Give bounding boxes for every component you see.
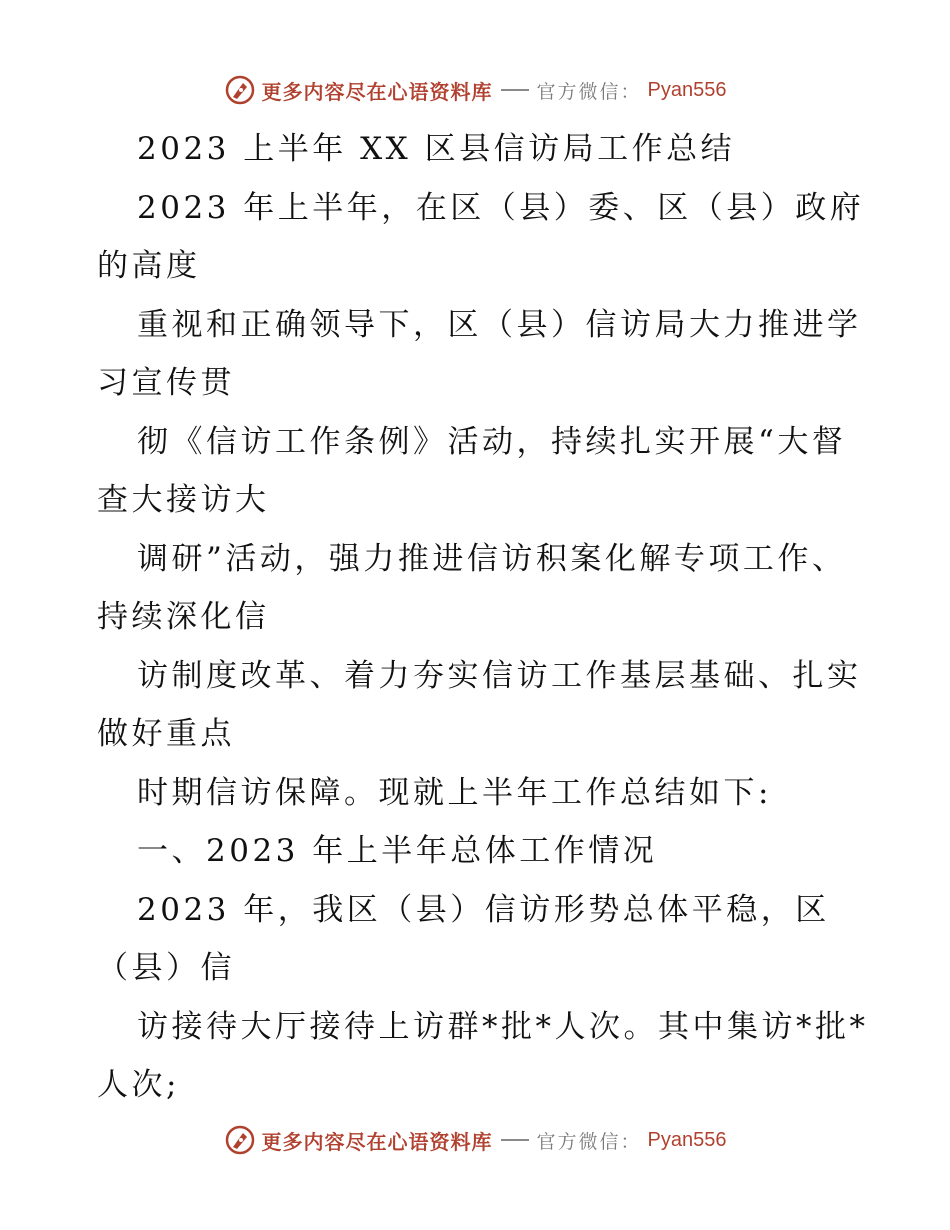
- watermark-wechat-id: Pyan556: [647, 1128, 727, 1151]
- paragraph-line: 调研”活动，强力推进信访积案化解专项工作、: [137, 540, 847, 577]
- paragraph-line: 重视和正确领导下，区（县）信访局大力推进学: [137, 306, 862, 343]
- paragraph-line: 持续深化信: [97, 599, 270, 635]
- paragraph-line: 2023 年上半年，在区（县）委、区（县）政府: [137, 189, 865, 226]
- pen-nib-logo-icon: [224, 74, 256, 106]
- paragraph-line: 的高度: [97, 248, 201, 284]
- paragraph-line: （县）信: [97, 950, 235, 986]
- paragraph-line: 时期信访保障。现就上半年工作总结如下:: [137, 774, 772, 811]
- paragraph-line: 做好重点: [97, 716, 235, 752]
- watermark-brand-text: 更多内容尽在心语资料库: [261, 79, 493, 104]
- document-title: 2023 上半年 XX 区县信访局工作总结: [137, 131, 736, 167]
- watermark-divider: [501, 89, 529, 91]
- watermark-banner-top: [0, 70, 950, 110]
- watermark-divider: [501, 1139, 529, 1141]
- paragraph-line: 2023 年，我区（县）信访形势总体平稳，区: [137, 891, 830, 928]
- watermark-brand-text: 更多内容尽在心语资料库: [261, 1129, 493, 1154]
- watermark-banner-bottom: [0, 1120, 950, 1160]
- watermark-wechat-id: Pyan556: [647, 78, 727, 101]
- paragraph-line: 查大接访大: [97, 482, 270, 518]
- section-heading: 一、2023 年上半年总体工作情况: [137, 833, 658, 869]
- paragraph-line: 人次;: [97, 1067, 180, 1103]
- paragraph-line: 访制度改革、着力夯实信访工作基层基础、扎实: [137, 657, 862, 694]
- pen-nib-logo-icon: [224, 1124, 256, 1156]
- watermark-wechat-label: 官方微信：: [536, 1130, 642, 1153]
- watermark-wechat-label: 官方微信：: [536, 80, 642, 103]
- paragraph-line: 彻《信访工作条例》活动，持续扎实开展“大督: [137, 423, 847, 460]
- document-body: [97, 120, 897, 1115]
- paragraph-line: 访接待大厅接待上访群*批*人次。其中集访*批*: [137, 1008, 869, 1045]
- paragraph-line: 习宣传贯: [97, 365, 235, 401]
